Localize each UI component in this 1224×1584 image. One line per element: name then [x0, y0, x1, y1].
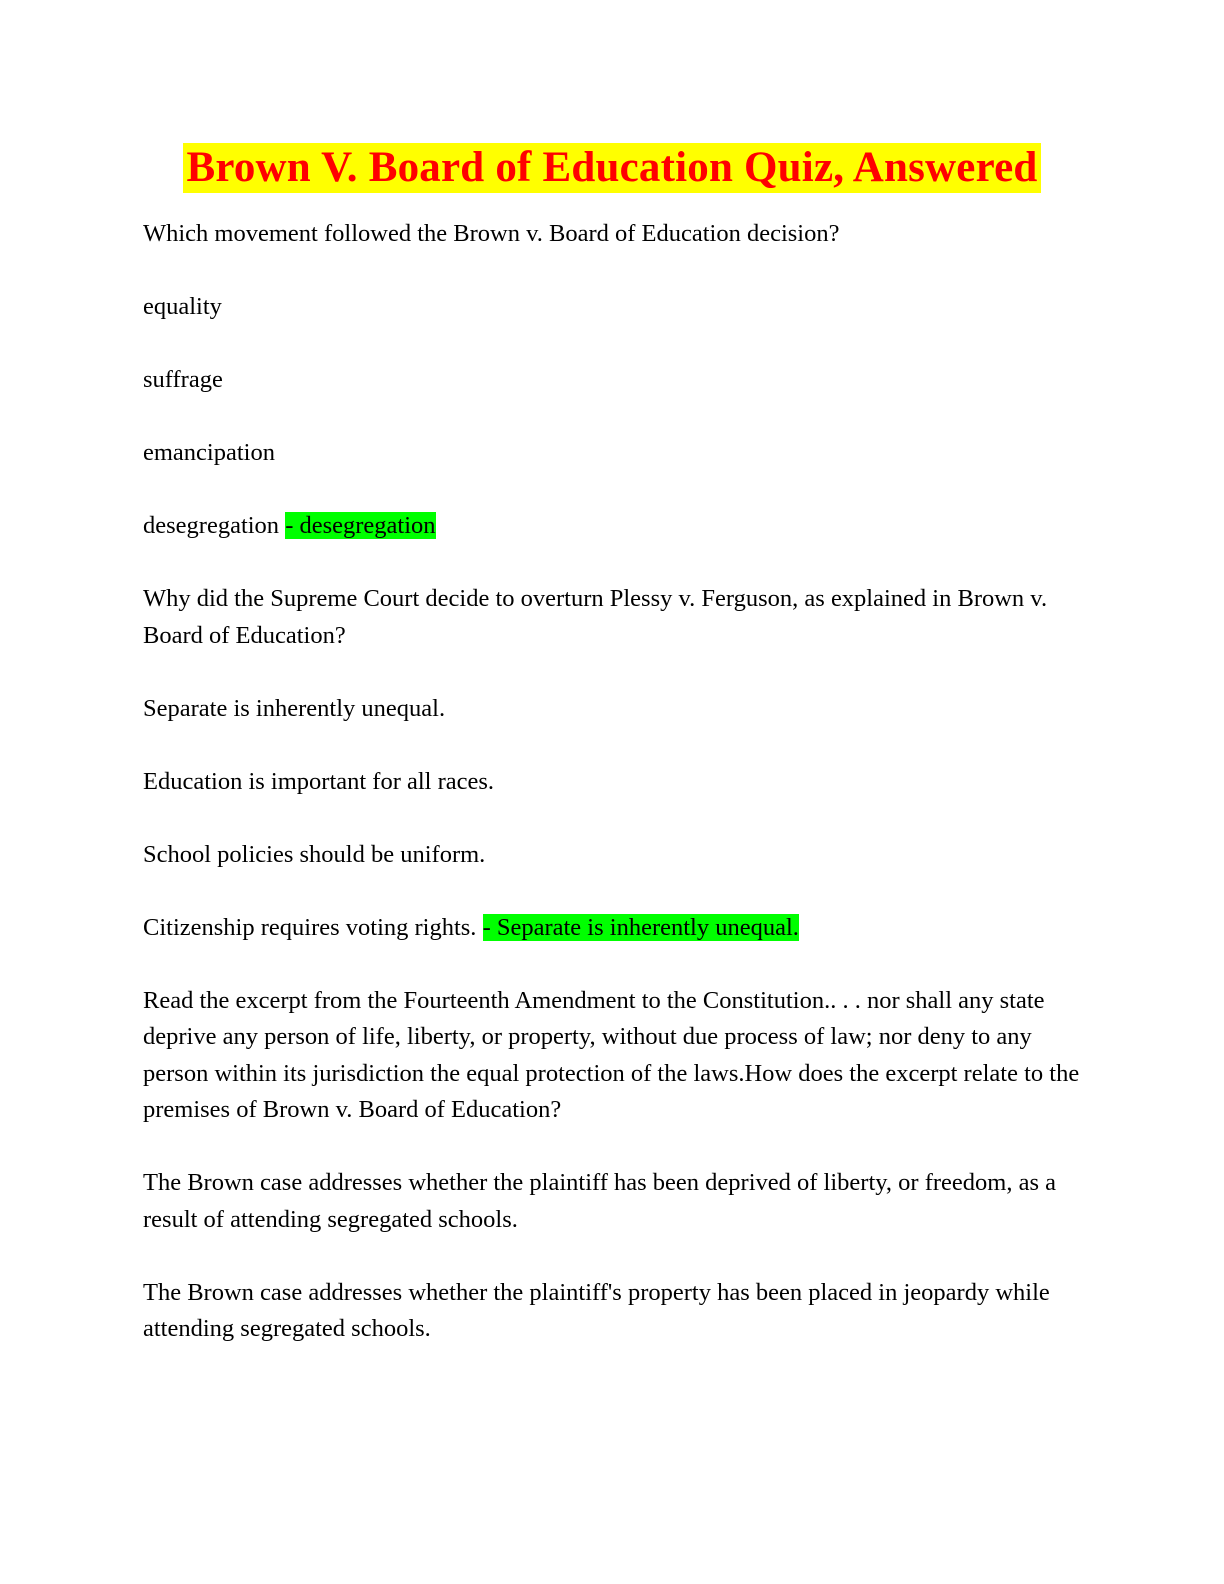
q1-option-1: equality: [143, 293, 222, 320]
question-1: Which movement followed the Brown v. Board of Education decision?: [143, 220, 840, 247]
q1-option-3: emancipation: [143, 439, 275, 466]
question-2: Why did the Supreme Court decide to overturn Plessy v. Ferguson, as explained in Brown v. Board of Education?: [143, 585, 1048, 649]
q3-option-2: The Brown case addresses whether the plaintiff's property has been placed in jeopardy while attending segregated schools.: [143, 1278, 1050, 1342]
q2-option-2: Education is important for all races.: [143, 767, 495, 795]
title-container: [0, 143, 1224, 193]
question-3: Read the excerpt from the Fourteenth Amendment to the Constitution.. . . nor shall any state deprive any person of life, liberty, or property, without due process of law; nor deny to any person within its jurisdiction the equal protection of the laws.How does the excerpt relate to the premises of Brown v. Board of Education?: [143, 986, 1080, 1123]
q3-option-1: The Brown case addresses whether the plaintiff has been deprived of liberty, or freedom, as a result of attending segregated schools.: [143, 1169, 1056, 1233]
document-title: Brown V. Board of Education Quiz, Answered: [183, 143, 1040, 193]
q2-option-4: Citizenship requires voting rights.: [143, 913, 477, 941]
quiz-content: [143, 216, 1083, 1384]
q2-answer-highlight: - Separate is inherently unequal.: [482, 913, 799, 941]
q2-option-4-line: [143, 910, 1083, 947]
q1-option-4-line: [143, 508, 1083, 545]
q2-option-3: School policies should be uniform.: [143, 840, 486, 868]
q1-option-2: suffrage: [143, 366, 223, 393]
q2-option-1: Separate is inherently unequal.: [143, 694, 446, 722]
q1-option-4: desegregation: [143, 512, 280, 539]
q1-answer-highlight: - desegregation: [285, 512, 436, 539]
